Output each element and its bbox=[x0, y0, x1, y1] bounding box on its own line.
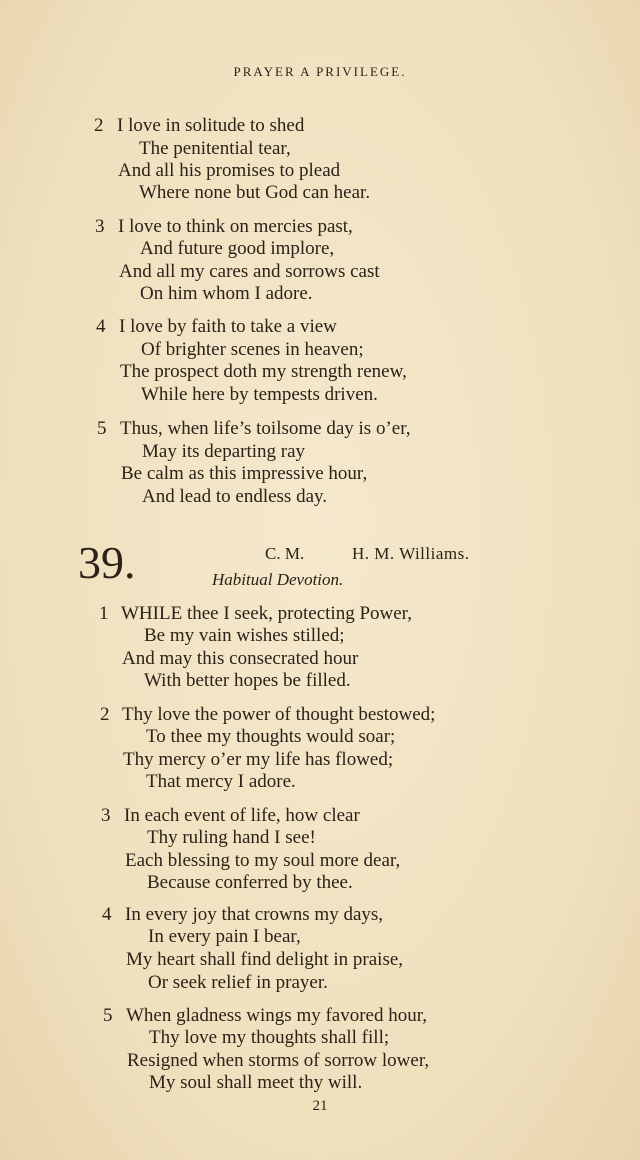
verse-line: Where none but God can hear. bbox=[139, 182, 371, 203]
verse-line: I love by faith to take a view bbox=[119, 316, 337, 337]
stanza-number: 2 bbox=[94, 115, 104, 136]
verse-line: And future good implore, bbox=[140, 238, 335, 259]
verse-line: May its departing ray bbox=[142, 441, 306, 462]
verse-line: To thee my thoughts would soar; bbox=[146, 726, 396, 747]
verse-line: Be my vain wishes stilled; bbox=[144, 625, 345, 646]
verse-line: In every pain I bear, bbox=[148, 926, 301, 947]
verse-line: My heart shall find delight in praise, bbox=[126, 949, 404, 970]
verse-line: That mercy I adore. bbox=[146, 771, 296, 792]
verse-line: My soul shall meet thy will. bbox=[149, 1072, 363, 1093]
verse-line: Of brighter scenes in heaven; bbox=[141, 339, 364, 360]
verse-line: Be calm as this impressive hour, bbox=[121, 463, 368, 484]
verse-line: Each blessing to my soul more dear, bbox=[125, 850, 401, 871]
verse-line: In each event of life, how clear bbox=[124, 805, 360, 826]
verse-line: WHILE thee I seek, protecting Power, bbox=[121, 603, 412, 624]
verse-line: Thus, when life’s toilsome day is o’er, bbox=[120, 418, 411, 439]
verse-line: With better hopes be filled. bbox=[144, 670, 351, 691]
running-head: PRAYER A PRIVILEGE. bbox=[233, 64, 407, 79]
verse-line: When gladness wings my favored hour, bbox=[126, 1005, 428, 1026]
verse-line: Thy love my thoughts shall fill; bbox=[149, 1027, 390, 1048]
verse-line: Or seek relief in prayer. bbox=[148, 972, 328, 993]
verse-line: Because conferred by thee. bbox=[147, 872, 353, 893]
verse-line: I love to think on mercies past, bbox=[118, 216, 353, 237]
verse-line: The prospect doth my strength renew, bbox=[120, 361, 407, 382]
verse-line: Thy ruling hand I see! bbox=[147, 827, 316, 848]
stanza-number: 5 bbox=[103, 1005, 113, 1026]
verse-line: On him whom I adore. bbox=[140, 283, 313, 304]
verse-line: In every joy that crowns my days, bbox=[125, 904, 384, 925]
stanza-number: 5 bbox=[97, 418, 107, 439]
verse-line: I love in solitude to shed bbox=[117, 115, 305, 136]
stanza-number: 2 bbox=[100, 704, 110, 725]
verse-line: While here by tempests driven. bbox=[141, 384, 378, 405]
verse-line: Thy love the power of thought bestowed; bbox=[122, 704, 436, 725]
verse-line: And may this consecrated hour bbox=[122, 648, 359, 669]
hymn-author: H. M. Williams. bbox=[352, 544, 470, 563]
verse-line: Thy mercy o’er my life has flowed; bbox=[123, 749, 394, 770]
verse-line: The penitential tear, bbox=[139, 138, 291, 159]
verse-line: Resigned when storms of sorrow lower, bbox=[127, 1050, 430, 1071]
verse-line: And lead to endless day. bbox=[142, 486, 328, 507]
stanza-number: 3 bbox=[95, 216, 105, 237]
stanza-number: 4 bbox=[96, 316, 106, 337]
hymn-subtitle: Habitual Devotion. bbox=[212, 570, 344, 589]
stanza-number: 1 bbox=[99, 603, 109, 624]
page-number: 21 bbox=[312, 1098, 328, 1114]
stanza-number: 4 bbox=[102, 904, 112, 925]
stanza-number: 3 bbox=[101, 805, 111, 826]
hymn-meter: C. M. bbox=[265, 544, 305, 563]
verse-line: And all my cares and sorrows cast bbox=[119, 261, 380, 282]
verse-line: And all his promises to plead bbox=[118, 160, 341, 181]
hymn-number: 39. bbox=[78, 537, 136, 588]
